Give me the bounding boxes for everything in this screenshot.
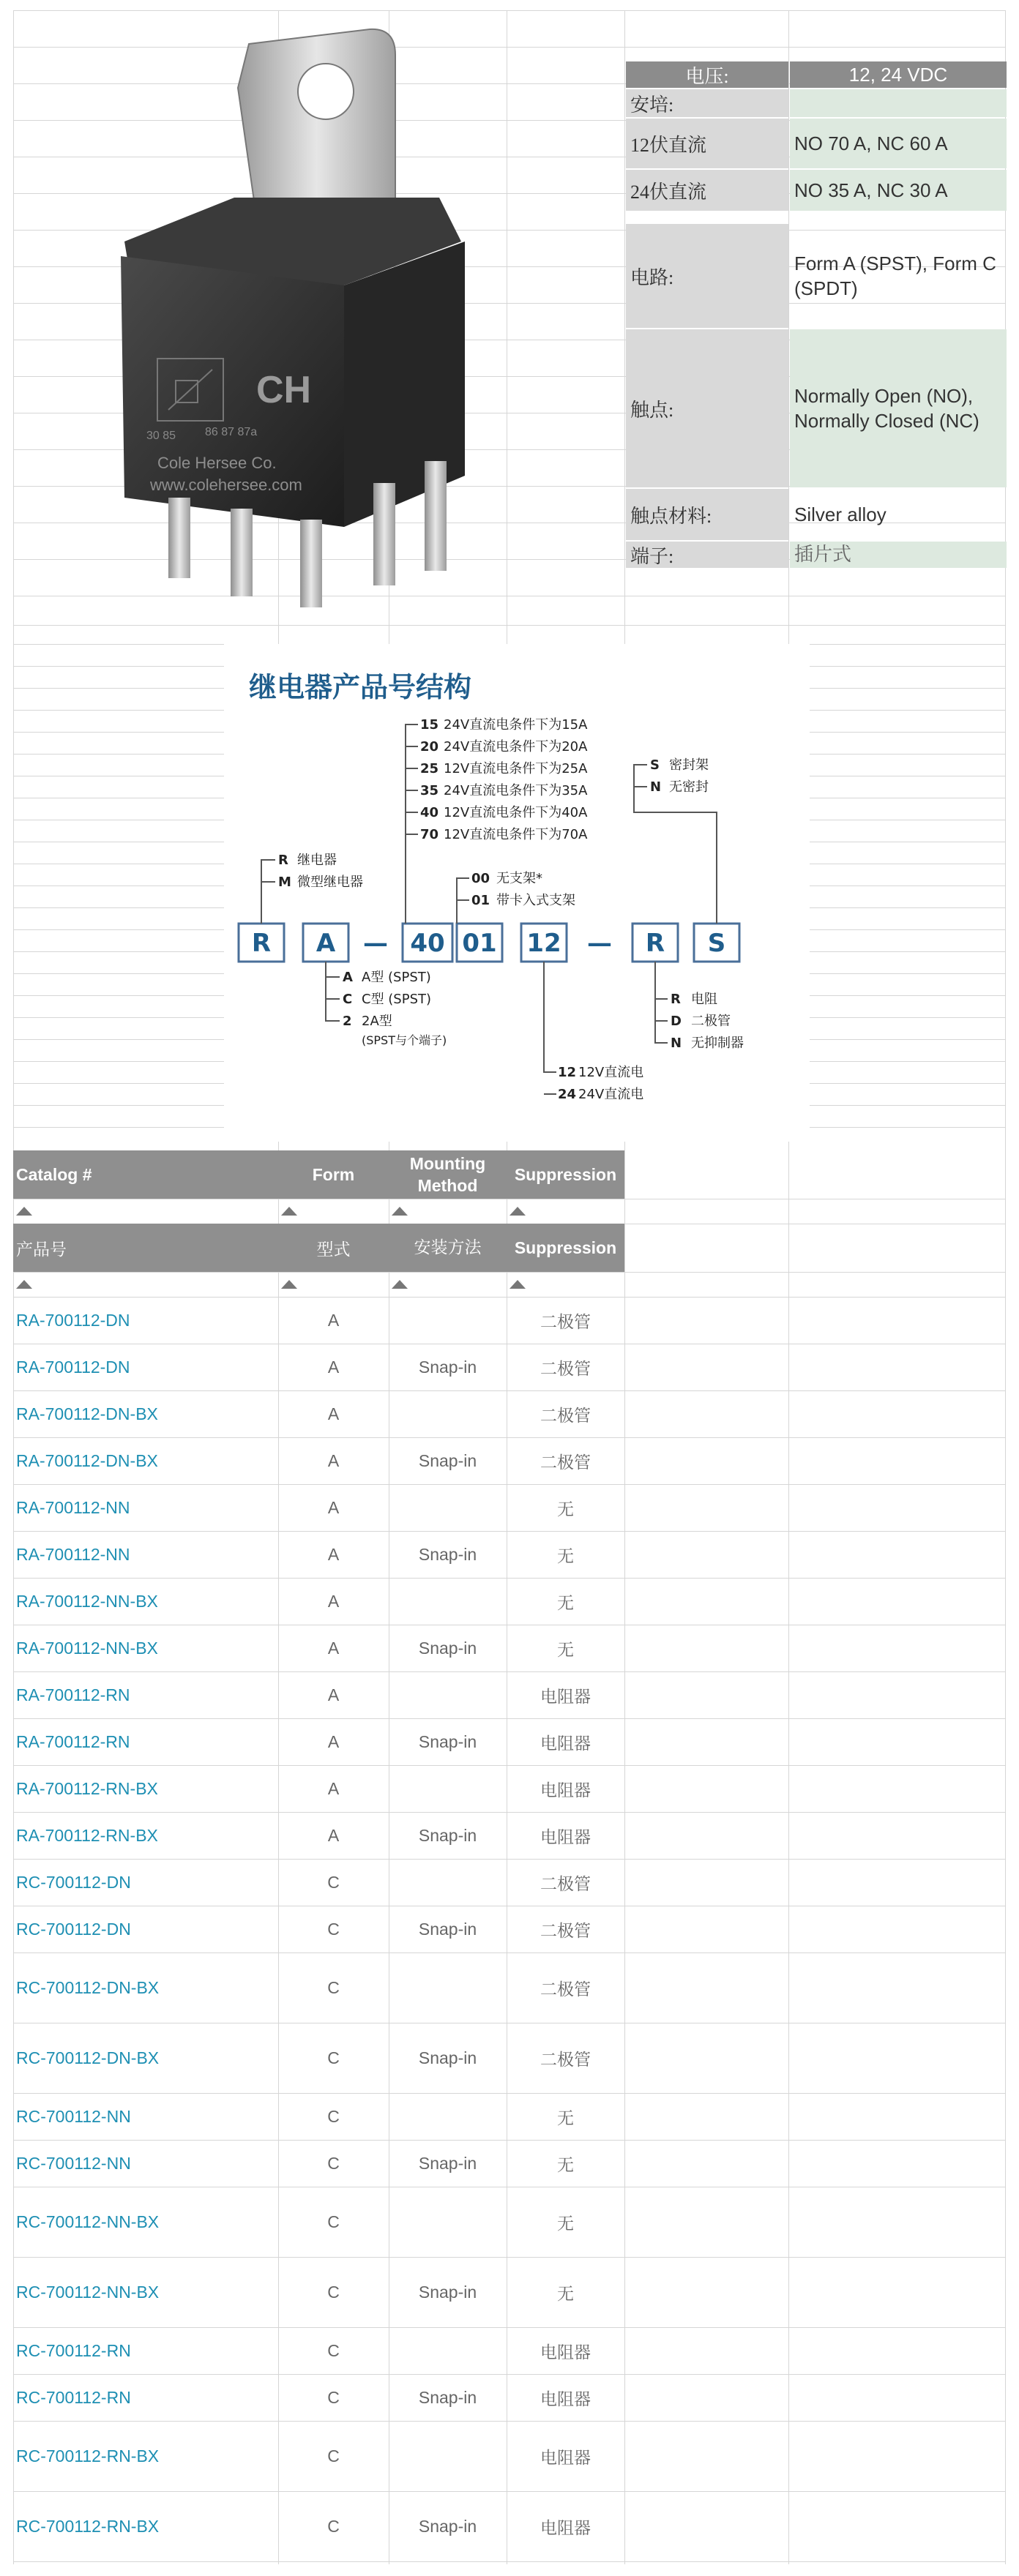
spec-terminal-label: 端子: [626, 542, 788, 568]
suppression-cell: 电阻器 [540, 1687, 591, 1706]
mounting-cell: Snap-in [418, 2282, 477, 2302]
form-cell: A [327, 1544, 340, 1564]
catalog-link[interactable]: RA-700112-NN [16, 1544, 130, 1564]
amps-code: 70 [420, 827, 439, 842]
part-number-title: 继电器产品号结构 [249, 671, 472, 703]
mounting-cell [389, 1952, 507, 2023]
seal-code-n: N [650, 779, 662, 795]
form-desc-a: A型 (SPST) [362, 970, 431, 985]
form-cell: C [327, 2446, 340, 2465]
dash-2: — [587, 929, 612, 958]
voltage-desc-24: 24V直流电 [578, 1087, 644, 1102]
box-mount: 01 [462, 929, 497, 958]
mounting-cell: Snap-in [418, 1638, 477, 1658]
mounting-cell [389, 2327, 507, 2374]
mounting-cell [389, 1484, 507, 1531]
form-cell: A [327, 1731, 340, 1751]
prefix-code-r: R [278, 853, 288, 868]
spec-rating-row [626, 89, 1007, 117]
form-cell: A [327, 1638, 340, 1658]
form-cell: A [327, 1497, 340, 1517]
supp-desc-n: 无抑制器 [691, 1036, 744, 1051]
spec-contacts-label: 触点: [626, 329, 788, 487]
amps-code: 15 [420, 717, 439, 733]
amps-code: 20 [420, 739, 439, 755]
form-cell: C [327, 1977, 340, 1997]
catalog-link[interactable]: RC-700112-RN-BX [16, 2446, 160, 2465]
form-cell: C [327, 2282, 340, 2302]
supp-desc-d: 二极管 [691, 1014, 731, 1029]
catalog-link[interactable]: RA-700112-DN-BX [16, 1404, 158, 1423]
part-number-diagram [224, 644, 810, 1142]
suppression-cell: 无 [557, 1546, 574, 1565]
table-row [13, 2327, 1006, 2375]
svg-text:86 87 87a: 86 87 87a [205, 426, 258, 438]
voltage-code-12: 12 [558, 1065, 577, 1080]
form-code-c: C [343, 992, 353, 1007]
amps-code: 40 [420, 805, 439, 820]
form-cell: C [327, 2048, 340, 2067]
amps-desc: 12V直流电条件下为25A [444, 761, 588, 776]
table-row [13, 2374, 1006, 2422]
suppression-cell: 无 [557, 1640, 574, 1659]
col-suppression-header[interactable]: Suppression [507, 1150, 624, 1199]
table-row [13, 2421, 1006, 2492]
table-row [13, 1952, 1006, 2023]
form-cell: C [327, 2387, 340, 2407]
spec-contacts-value: Normally Open (NO), Normally Closed (NC) [790, 329, 1007, 487]
table-row [13, 1718, 1006, 1766]
form-cell: A [327, 1310, 340, 1330]
col-mounting-header-cn[interactable]: 安装方法 [389, 1224, 507, 1272]
mounting-cell: Snap-in [418, 1919, 477, 1939]
suppression-cell: 电阻器 [540, 2343, 591, 2362]
spec-rating24-row [626, 170, 1007, 211]
spec-circuit-label: 电路: [626, 224, 788, 328]
mounting-cell [389, 2421, 507, 2491]
spec-circuit-row [626, 224, 1007, 328]
form-desc-c: C型 (SPST) [362, 992, 432, 1007]
spec-rating-value [790, 89, 1007, 117]
table-row [13, 2140, 1006, 2187]
catalog-link[interactable]: RC-700112-DN-BX [16, 1977, 160, 1997]
catalog-link[interactable]: RA-700112-NN-BX [16, 1638, 158, 1658]
table-row [13, 1437, 1006, 1485]
suppression-cell: 无 [557, 2214, 574, 2233]
table-row [13, 1531, 1006, 1579]
supp-code-d: D [671, 1014, 682, 1029]
form-cell: A [327, 1404, 340, 1423]
catalog-link[interactable]: RC-700112-DN-BX [16, 2048, 160, 2067]
spec-rating24-value: NO 35 A, NC 30 A [790, 170, 1007, 211]
spec-voltage-value: 12, 24 VDC [790, 61, 1007, 88]
mounting-cell [389, 1390, 507, 1437]
spec-voltage-label: 电压: [626, 61, 788, 88]
ch-logo: CH [256, 369, 312, 411]
suppression-cell: 无 [557, 2108, 574, 2127]
col-catalog-header[interactable]: Catalog # [13, 1150, 278, 1199]
mounting-cell: Snap-in [418, 1357, 477, 1377]
suppression-cell: 电阻器 [540, 1827, 591, 1846]
catalog-link[interactable]: RA-700112-NN [16, 1497, 130, 1517]
table-row [13, 1906, 1006, 1953]
spec-rating12-label: 12伏直流 [626, 119, 788, 168]
mounting-cell [389, 2187, 507, 2257]
suppression-cell: 二极管 [540, 1312, 591, 1331]
sort-up-icon[interactable] [16, 1207, 32, 1216]
mounting-cell: Snap-in [418, 2516, 477, 2536]
catalog-link[interactable]: RC-700112-NN-BX [16, 2212, 160, 2231]
form-cell: C [327, 1872, 340, 1892]
form-cell: C [327, 2516, 340, 2536]
mounting-cell: Snap-in [418, 1450, 477, 1470]
mount-desc-01: 带卡入式支架 [496, 893, 575, 908]
table-row [13, 1625, 1006, 1672]
mounting-cell [389, 1765, 507, 1812]
form-note: (SPST与个端子) [362, 1033, 447, 1047]
supp-desc-r: 电阻 [691, 992, 717, 1007]
svg-text:30 85: 30 85 [146, 430, 176, 442]
mount-desc-00: 无支架* [496, 871, 542, 886]
seal-desc-s: 密封架 [669, 757, 709, 773]
table-row [13, 2491, 1006, 2562]
catalog-link[interactable]: RC-700112-NN [16, 2153, 131, 2173]
sort-row-en [13, 1199, 1006, 1224]
catalog-link[interactable]: RC-700112-DN [16, 1919, 131, 1939]
sort-up-icon[interactable] [281, 1207, 297, 1216]
box-voltage: 12 [526, 929, 561, 958]
spec-material-row [626, 489, 1007, 540]
table-row [13, 1578, 1006, 1625]
catalog-link[interactable]: RC-700112-DN [16, 1872, 131, 1892]
spec-contacts-row [626, 329, 1007, 487]
catalog-link[interactable]: RC-700112-RN-BX [16, 2516, 160, 2536]
sort-up-icon[interactable] [392, 1207, 408, 1216]
seal-code-s: S [650, 757, 660, 773]
svg-text:Cole Hersee Co.: Cole Hersee Co. [157, 454, 277, 472]
suppression-cell: 电阻器 [540, 1734, 591, 1753]
suppression-cell: 二极管 [540, 1453, 591, 1472]
svg-text:www.colehersee.com: www.colehersee.com [150, 476, 302, 494]
box-seal: S [707, 929, 726, 958]
form-cell: A [327, 1450, 340, 1470]
mounting-cell [389, 1859, 507, 1906]
sort-up-icon[interactable] [281, 1280, 297, 1289]
col-form-header-cn[interactable]: 型式 [278, 1224, 389, 1272]
suppression-cell: 无 [557, 1499, 574, 1519]
box-suppression: R [645, 929, 665, 958]
catalog-link[interactable]: RA-700112-DN [16, 1357, 130, 1377]
mount-code-00: 00 [471, 871, 490, 886]
voltage-desc-12: 12V直流电 [578, 1065, 644, 1080]
table-header-cn [13, 1224, 1006, 1273]
table-header-en [13, 1150, 1006, 1199]
suppression-cell: 二极管 [540, 1980, 591, 1999]
col-suppression-header-cn[interactable]: Suppression [507, 1224, 624, 1272]
mounting-cell [389, 1297, 507, 1344]
seal-desc-n: 无密封 [669, 779, 709, 795]
catalog-link[interactable]: RA-700112-RN-BX [16, 1825, 158, 1845]
relay-photo [81, 22, 512, 622]
form-cell: A [327, 1591, 340, 1611]
mounting-cell [389, 2093, 507, 2140]
supp-code-n: N [671, 1036, 682, 1051]
suppression-cell: 无 [557, 2284, 574, 2303]
table-row [13, 2093, 1006, 2141]
spec-voltage-row [626, 61, 1007, 88]
mounting-cell: Snap-in [418, 2387, 477, 2407]
sort-up-icon[interactable] [392, 1280, 408, 1289]
amps-desc: 24V直流电条件下为20A [444, 739, 588, 755]
form-cell: A [327, 1825, 340, 1845]
form-cell: A [327, 1357, 340, 1377]
table-row [13, 1297, 1006, 1344]
table-row [13, 1859, 1006, 1906]
mounting-cell: Snap-in [418, 2048, 477, 2067]
suppression-cell: 二极管 [540, 1921, 591, 1940]
mount-code-01: 01 [471, 893, 490, 908]
box-prefix: R [251, 929, 272, 958]
form-cell: C [327, 2340, 340, 2360]
suppression-cell: 无 [557, 2155, 574, 2174]
spec-rating12-row [626, 119, 1007, 168]
table-row [13, 2187, 1006, 2258]
suppression-cell: 电阻器 [540, 2518, 591, 2537]
spec-rating-label: 安培: [626, 89, 788, 117]
form-cell: A [327, 1778, 340, 1798]
form-code-2: 2 [343, 1014, 352, 1029]
table-row [13, 1484, 1006, 1532]
suppression-cell: 电阻器 [540, 2389, 591, 2408]
sort-up-icon[interactable] [16, 1280, 32, 1289]
form-cell: C [327, 2153, 340, 2173]
suppression-cell: 二极管 [540, 1874, 591, 1893]
dash-1: — [363, 929, 388, 958]
amps-desc: 12V直流电条件下为70A [444, 827, 588, 842]
amps-desc: 12V直流电条件下为40A [444, 805, 588, 820]
mounting-cell [389, 1578, 507, 1625]
prefix-desc-r: 继电器 [297, 853, 337, 868]
box-amps: 40 [410, 929, 445, 958]
mounting-cell: Snap-in [418, 1825, 477, 1845]
spec-terminal-row [626, 542, 1007, 568]
catalog-link[interactable]: RA-700112-NN-BX [16, 1591, 158, 1611]
col-mounting-header[interactable]: Mounting Method [389, 1150, 507, 1199]
suppression-cell: 电阻器 [540, 1781, 591, 1800]
suppression-cell: 二极管 [540, 1359, 591, 1378]
catalog-link[interactable]: RA-700112-DN [16, 1310, 130, 1330]
form-cell: C [327, 2106, 340, 2126]
form-cell: A [327, 1685, 340, 1704]
form-desc-2: 2A型 [362, 1014, 392, 1029]
catalog-link[interactable]: RA-700112-RN-BX [16, 1778, 158, 1798]
suppression-cell: 二极管 [540, 2050, 591, 2069]
catalog-link[interactable]: RC-700112-NN [16, 2106, 131, 2126]
spec-circuit-value: Form A (SPST), Form C (SPDT) [794, 252, 996, 299]
form-cell: C [327, 1919, 340, 1939]
table-row [13, 1812, 1006, 1860]
catalog-link[interactable]: RA-700112-RN [16, 1685, 130, 1704]
amps-desc: 24V直流电条件下为15A [444, 717, 588, 733]
table-row [13, 2023, 1006, 2094]
suppression-cell: 电阻器 [540, 2448, 591, 2467]
table-row [13, 1671, 1006, 1719]
sort-up-icon[interactable] [510, 1207, 526, 1216]
amps-desc: 24V直流电条件下为35A [444, 783, 588, 798]
catalog-link[interactable]: RA-700112-RN [16, 1731, 130, 1751]
prefix-code-m: M [278, 875, 291, 890]
box-form: A [316, 929, 336, 958]
suppression-cell: 无 [557, 1593, 574, 1612]
spec-material-label: 触点材料: [626, 489, 788, 540]
col-catalog-header-cn[interactable]: 产品号 [13, 1224, 278, 1272]
catalog-link[interactable]: RC-700112-RN [16, 2340, 131, 2360]
spec-material-value: Silver alloy [794, 503, 887, 525]
catalog-link[interactable]: RC-700112-NN-BX [16, 2282, 160, 2302]
suppression-cell: 二极管 [540, 1406, 591, 1425]
mounting-cell: Snap-in [418, 1544, 477, 1564]
prefix-desc-m: 微型继电器 [297, 875, 363, 890]
mounting-cell [389, 1671, 507, 1718]
spec-rating24-label: 24伏直流 [626, 170, 788, 211]
form-code-a: A [343, 970, 353, 985]
col-form-header[interactable]: Form [278, 1150, 389, 1199]
catalog-link[interactable]: RC-700112-RN [16, 2387, 131, 2407]
voltage-code-24: 24 [558, 1087, 577, 1102]
amps-code: 35 [420, 783, 439, 798]
catalog-link[interactable]: RA-700112-DN-BX [16, 1450, 158, 1470]
mounting-cell: Snap-in [418, 2153, 477, 2173]
table-row [13, 1390, 1006, 1438]
spec-terminal-value: 插片式 [790, 542, 1007, 568]
sort-row-cn [13, 1272, 1006, 1298]
spec-rating12-value: NO 70 A, NC 60 A [790, 119, 1007, 168]
table-row [13, 1765, 1006, 1813]
table-row [13, 2257, 1006, 2328]
mounting-cell: Snap-in [418, 1731, 477, 1751]
form-cell: C [327, 2212, 340, 2231]
table-row [13, 1344, 1006, 1391]
sort-up-icon[interactable] [510, 1280, 526, 1289]
amps-code: 25 [420, 761, 439, 776]
supp-code-r: R [671, 992, 681, 1007]
